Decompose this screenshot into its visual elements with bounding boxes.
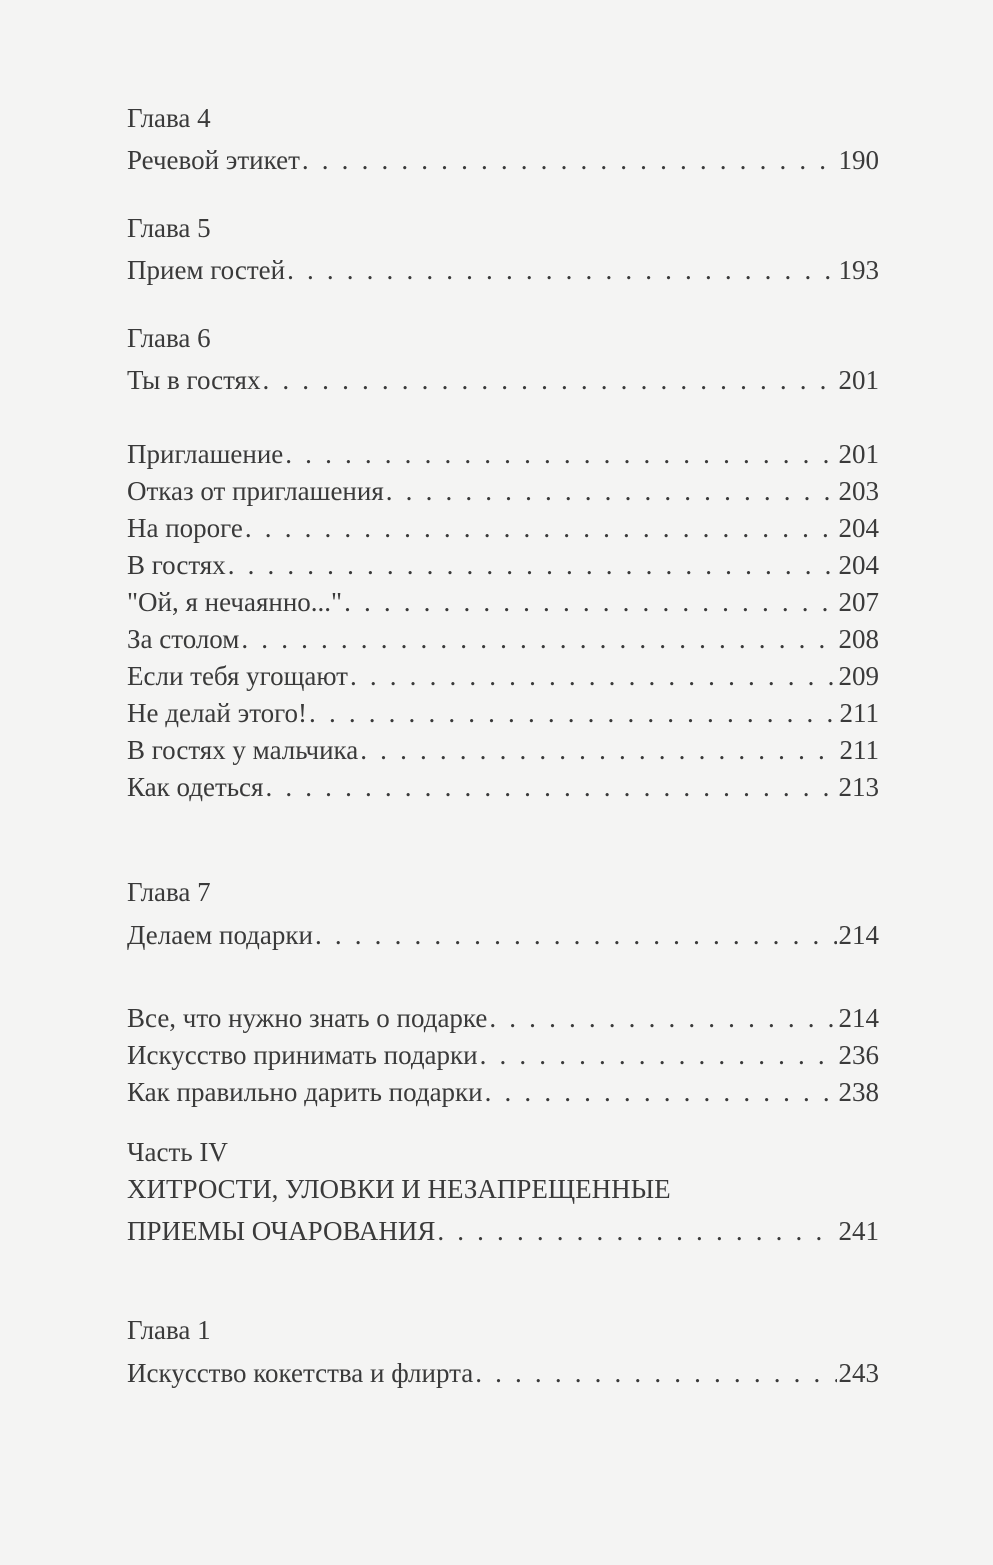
toc-entry-title: Прием гостей xyxy=(127,255,286,285)
toc-page-number: 211 xyxy=(839,735,879,765)
toc-entry-title: В гостях xyxy=(127,550,226,580)
toc-page-number: 193 xyxy=(838,255,879,285)
dot-leader xyxy=(245,510,837,546)
dot-leader xyxy=(360,732,837,768)
toc-entry xyxy=(127,547,879,583)
toc-entry xyxy=(127,732,879,768)
toc-entry xyxy=(127,473,879,509)
toc-entry-title: Все, что нужно знать о подарке xyxy=(127,1003,488,1033)
toc-page-number: 209 xyxy=(838,661,879,691)
toc-page-number: 214 xyxy=(838,1003,879,1033)
toc-page-number: 207 xyxy=(838,587,879,617)
toc-heading: Глава 4 xyxy=(127,103,211,133)
toc-page-number: 190 xyxy=(838,145,879,175)
toc-entry xyxy=(127,362,879,398)
toc-entry xyxy=(127,1213,879,1249)
toc-page-number: 204 xyxy=(838,550,879,580)
toc-entry xyxy=(127,252,879,288)
toc-page-number: 201 xyxy=(838,365,879,395)
toc-entry-title: Как правильно дарить подарки xyxy=(127,1077,483,1107)
toc-heading: Глава 5 xyxy=(127,213,211,243)
toc-page-number: 203 xyxy=(838,476,879,506)
dot-leader xyxy=(350,658,837,694)
toc-page-number: 241 xyxy=(838,1216,879,1246)
toc-entry xyxy=(127,1037,879,1073)
toc-entry-title: Если тебя угощают xyxy=(127,661,348,691)
toc-heading: Глава 7 xyxy=(127,877,211,907)
toc-entry xyxy=(127,917,879,953)
toc-entry-title: Ты в гостях xyxy=(127,365,261,395)
dot-leader xyxy=(265,769,836,805)
toc-heading: Глава 1 xyxy=(127,1315,211,1345)
dot-leader xyxy=(315,917,837,953)
toc-entry xyxy=(127,510,879,546)
toc-entry-title: За столом xyxy=(127,624,240,654)
toc-entry xyxy=(127,436,879,472)
toc-entry-title: "Ой, я нечаянно..." xyxy=(127,587,343,617)
toc-heading: Глава 6 xyxy=(127,323,211,353)
toc-entry-title: Отказ от приглашения xyxy=(127,476,384,506)
dot-leader xyxy=(480,1037,837,1073)
dot-leader xyxy=(287,252,836,288)
toc-heading: Часть IV xyxy=(127,1137,228,1167)
toc-entry xyxy=(127,1074,879,1110)
dot-leader xyxy=(344,584,836,620)
toc-page-number: 243 xyxy=(838,1358,879,1388)
dot-leader xyxy=(489,1000,836,1036)
toc-entry-title: Не делай этого! xyxy=(127,698,308,728)
toc-entry-title: Искусство кокетства и флирта xyxy=(127,1358,474,1388)
toc-entry-title: На пороге xyxy=(127,513,243,543)
toc-entry-title: Речевой этикет xyxy=(127,145,300,175)
toc-entry xyxy=(127,142,879,178)
toc-entry xyxy=(127,658,879,694)
toc-entry xyxy=(127,769,879,805)
toc-heading: ХИТРОСТИ, УЛОВКИ И НЕЗАПРЕЩЕННЫЕ xyxy=(127,1174,671,1204)
toc-entry-title: Делаем подарки xyxy=(127,920,313,950)
toc-entry-title: Приглашение xyxy=(127,439,284,469)
toc-entry xyxy=(127,584,879,620)
toc-page-number: 208 xyxy=(838,624,879,654)
dot-leader xyxy=(285,436,836,472)
dot-leader xyxy=(309,695,837,731)
dot-leader xyxy=(386,473,837,509)
toc-entry-title: Искусство принимать подарки xyxy=(127,1040,478,1070)
toc-entry-title: ПРИЕМЫ ОЧАРОВАНИЯ xyxy=(127,1216,436,1246)
toc-entry xyxy=(127,695,879,731)
dot-leader xyxy=(485,1074,837,1110)
toc-entry xyxy=(127,1355,879,1391)
toc-page-number: 211 xyxy=(839,698,879,728)
toc-page-number: 238 xyxy=(838,1077,879,1107)
toc-entry xyxy=(127,621,879,657)
dot-leader xyxy=(302,142,837,178)
dot-leader xyxy=(228,547,837,583)
toc-page-number: 236 xyxy=(838,1040,879,1070)
toc-entry-title: В гостях у мальчика xyxy=(127,735,359,765)
toc-entry-title: Как одеться xyxy=(127,772,264,802)
dot-leader xyxy=(241,621,836,657)
toc-page-number: 204 xyxy=(838,513,879,543)
toc-page-number: 201 xyxy=(838,439,879,469)
dot-leader xyxy=(262,362,836,398)
toc-page-number: 214 xyxy=(838,920,879,950)
toc-page-number: 213 xyxy=(838,772,879,802)
dot-leader xyxy=(475,1355,836,1391)
dot-leader xyxy=(437,1213,836,1249)
toc-entry xyxy=(127,1000,879,1036)
